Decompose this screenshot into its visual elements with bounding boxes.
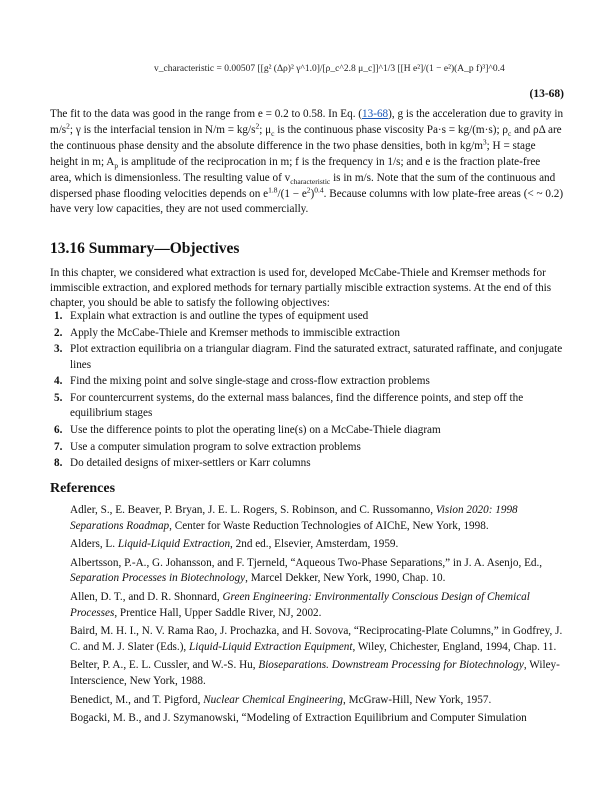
references-list (70, 503, 564, 730)
reference-item: Belter, P. A., E. L. Cussler, and W.-S. Hu, Bioseparations. Downstream Processing for Biotechnology, Wiley-Interscience, New York, 1988. (70, 659, 560, 687)
section-intro: In this chapter, we considered what extraction is used for, developed McCabe-Thiele and Kremser methods for immiscible extraction, and explored methods for ternary partially miscible extraction systems. At the end of this chapter, you should be able to satisfy the following objectives: (50, 267, 552, 310)
list-item: 4. Find the mixing point and solve single-stage and cross-flow extraction problems (54, 375, 430, 388)
section-heading: 13.16 Summary—Objectives (50, 240, 240, 257)
reference-item: Adler, S., E. Beaver, P. Bryan, J. E. L. Rogers, S. Robinson, and C. Russomanno, Vision 2020: 1998 Separations Roadmap, Center for Waste Reduction Technologies of AIChE, New York, 1998. (70, 504, 518, 532)
list-item: 5. For countercurrent systems, do the external mass balances, find the difference points, and step off the equilibrium stages (54, 392, 524, 420)
reference-item: Baird, M. H. I., N. V. Rama Rao, J. Prochazka, and H. Sovova, “Reciprocating-Plate Columns,” in Godfrey, J. C. and M. J. Slater (Eds.), Liquid-Liquid Extraction Equipment, Wiley, Chichester, England, 1994, Chap. 11. (70, 625, 563, 653)
list-item: 2. Apply the McCabe-Thiele and Kremser methods to immiscible extraction (54, 326, 400, 339)
objectives-list (50, 309, 564, 473)
reference-item: Albertsson, P.-A., G. Johansson, and F. Tjerneld, “Aqueous Two-Phase Separations,” in J. A. Asenjo, Ed., Separation Processes in Biotechnology, Marcel Dekker, New York, 1990, Chap. 10. (70, 556, 543, 585)
reference-item: Benedict, M., and T. Pigford, Nuclear Chemical Engineering, McGraw-Hill, New York, 1957. (70, 693, 492, 706)
list-item: 3. Plot extraction equilibria on a triangular diagram. Find the saturated extract, saturated raffinate, and conjugate lines (54, 343, 563, 371)
list-item: 7. Use a computer simulation program to solve extraction problems (54, 440, 361, 453)
body-paragraph: The fit to the data was good in the range from e = 0.2 to 0.58. In Eq. (13-68), g is the acceleration due to gravity in $m/s^2$; γ is the interfacial tension in $N/m = kg/s^2$; $\mu_c$ is the continuous phase viscosity Pa·s = kg/(m·s); $\rho_c$ and ρΔ are the continuous phase density and the absolute difference in the two phase densities, both in $kg/m^3$; H = stage height in m; $A_p$ is amplitude of the reciprocation in m; f is the frequency in 1/s; and e is the fraction plate-free area, which is dimensionless. The resulting value of $v_{characteristic}$ is in m/s. Note that the sum of the continuous and dispersed phase flooding velocities depends on $e^{1.8}/(1 - e^2)^{0.4}$. Because columns with low plate-free areas (< ~ 0.2) have very low capacities, they are not used commercially. (50, 108, 564, 216)
equation-number: (13-68) (529, 88, 564, 100)
list-item: 1. Explain what extraction is and outline the types of equipment used (54, 310, 369, 322)
reference-item: Allen, D. T., and D. R. Shonnard, Green Engineering: Environmentally Conscious Design of Chemical Processes, Prentice Hall, Upper Saddle River, NJ, 2002. (70, 590, 530, 619)
equation-link[interactable]: 13-68 (362, 108, 389, 120)
reference-item: Bogacki, M. B., and J. Szymanowski, “Modeling of Extraction Equilibrium and Computer Simulation (70, 712, 527, 725)
list-item: 8. Do detailed designs of mixer-settlers or Karr columns (54, 457, 311, 470)
reference-item: Alders, L. Liquid-Liquid Extraction, 2nd ed., Elsevier, Amsterdam, 1959. (70, 538, 399, 551)
equation (154, 64, 505, 74)
equation-text: v_characteristic = 0.00507 [[g² (Δρ)² γ^1.0]/[ρ_c^2.8 μ_c]]^1/3 [[H e²]/(1 − e²)(A_p f)³]^0.4 (154, 64, 505, 74)
list-item: 6. Use the difference points to plot the operating line(s) on a McCabe-Thiele diagram (54, 423, 441, 436)
references-heading: References (50, 481, 116, 496)
